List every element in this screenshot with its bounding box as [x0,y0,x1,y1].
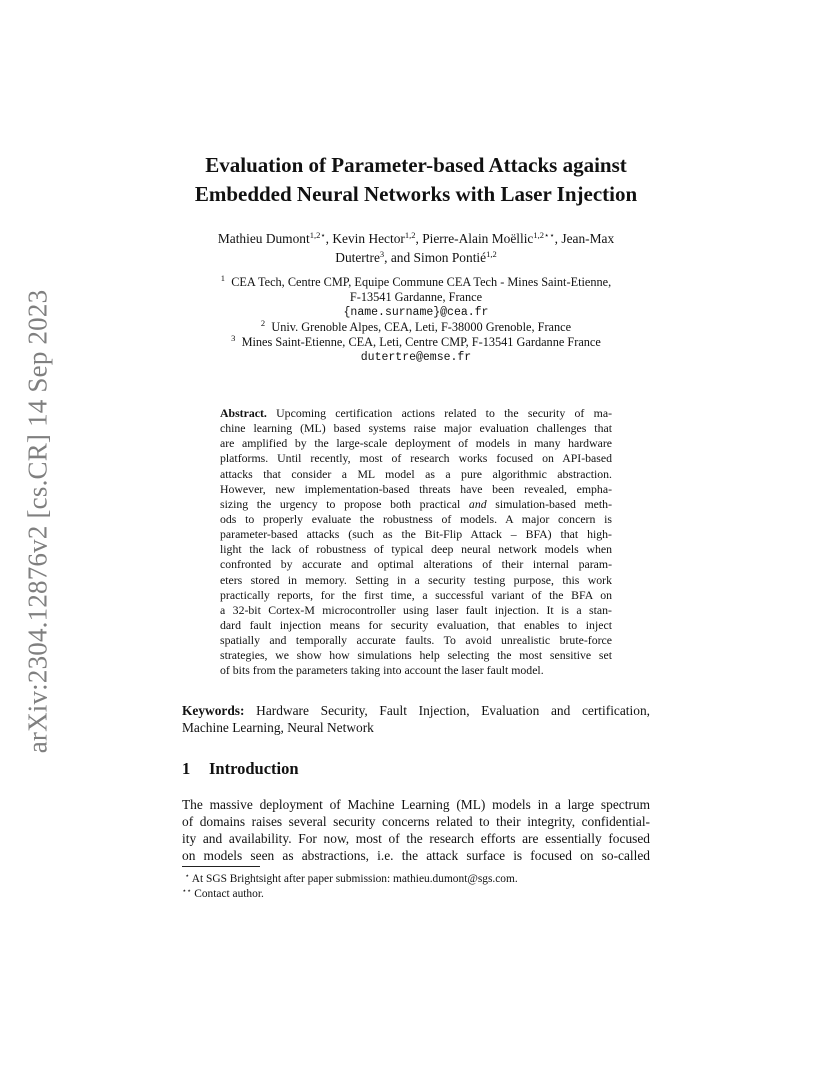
affiliation-text: Mines Saint-Etienne, CEA, Leti, Centre CMP, F-13541 Gardanne France [241,335,601,349]
abstract [220,406,612,679]
affiliation-3 [150,335,682,350]
body-line: of domains raises several security concerns related to their integrity, confidential- [182,814,650,829]
footnote-2 [182,887,518,902]
keywords-label: Keywords: [182,703,245,718]
abstract-text: Upcoming certification actions related to the security of ma- [266,406,612,420]
section-title: Introduction [209,759,299,778]
affiliation-1 [150,275,682,290]
email-emse: dutertre@emse.fr [360,351,472,364]
author-list [170,229,662,267]
introduction-paragraph [182,796,650,864]
title-line-1: Evaluation of Parameter-based Attacks against [205,153,627,177]
abstract-line: dard fault injection means for security evaluation, that enables to inject [220,617,612,632]
abstract-line: eters stored in memory. Setting in a security testing purpose, this work [220,572,612,587]
abstract-line: light the lack of robustness of typical deep neural network models when [220,542,612,557]
keywords [182,702,650,736]
body-line: on models seen as abstractions, i.e. the attack surface is focused on so-called [182,848,650,863]
abstract-text: simulation-based meth- [486,496,613,511]
affiliation-mark: 2 [260,318,266,328]
footnotes [182,872,518,901]
affiliation-text: Univ. Grenoble Alpes, CEA, Leti, F-38000 Grenoble, France [271,320,572,334]
footnote-1 [182,872,518,887]
abstract-line: spatially and temporally accurate faults. To avoid unrealistic brute-force [220,633,612,648]
author-affiliation-mark: 3 [379,249,385,259]
body-line: The massive deployment of Machine Learning (ML) models in a large spectrum [182,797,650,812]
section-number: 1 [182,759,191,778]
abstract-label: Abstract. [220,406,267,420]
affiliation-text: CEA Tech, Centre CMP, Equipe Commune CEA Tech - Mines Saint-Etienne, [231,275,612,289]
author-line-1 [170,229,662,248]
abstract-line: attacks that consider a ML model as a pure algorithmic abstraction. [220,466,612,481]
section-heading [182,759,299,779]
abstract-line: are amplified by the large-scale deployment of models in many hardware [220,436,612,451]
author-line-2 [170,248,662,267]
abstract-emphasis: and [468,496,487,511]
abstract-line: platforms. Until recently, most of research works focused on API-based [220,451,612,466]
footnote-text: Contact author. [191,887,264,900]
keywords-text: Hardware Security, Fault Injection, Evaluation and certification, [244,703,650,718]
abstract-line: a 32-bit Cortex-M microcontroller using laser fault injection. It is a stan- [220,602,612,617]
abstract-line: chine learning (ML) based systems raise major evaluation challenges that [220,421,612,436]
abstract-line: ods to properly evaluate the robustness of models. A major concern is [220,511,612,526]
footnote-mark: ⋆ [184,871,190,880]
abstract-text: sizing the urgency to propose both practical [220,496,469,511]
author-affiliation-mark: 1,2⋆⋆ [533,230,555,240]
affiliations [150,275,682,365]
author-affiliation-mark: 1,2 [404,230,416,240]
email-cea: {name.surname}@cea.fr [343,306,489,319]
abstract-line: practically reports, for the first time, a successful variant of the BFA on [220,587,612,602]
abstract-line: of bits from the parameters taking into account the laser fault model. [220,663,544,678]
footnote-rule [182,866,260,867]
author-affiliation-mark: 1,2⋆ [309,230,326,240]
author-name: Dutertre [335,250,380,265]
keywords-line: Machine Learning, Neural Network [182,720,374,735]
author-name: Mathieu Dumont [217,231,310,246]
abstract-line: parameter-based attacks (such as the Bit-Flip Attack – BFA) that high- [220,527,612,542]
paper-title [150,151,682,209]
arxiv-identifier: arXiv:2304.12876v2 [cs.CR] 14 Sep 2023 [22,289,53,753]
author-name: , Pierre-Alain Moëllic [415,231,534,246]
affiliation-mark: 1 [220,273,226,283]
affiliation-2 [150,320,682,335]
footnote-mark: ⋆⋆ [182,885,192,895]
arxiv-sidebar-stamp [20,286,56,756]
abstract-line: However, new implementation-based threats have been revealed, empha- [220,481,612,496]
author-name: , and Simon Pontié [384,250,487,265]
footnote-text: At SGS Brightsight after paper submission: mathieu.dumont@sgs.com. [189,873,518,885]
author-affiliation-mark: 1,2 [486,249,497,259]
abstract-line [220,497,612,512]
author-name: , Jean-Max [554,231,615,246]
affiliation-1-cont: F-13541 Gardanne, France [349,290,483,304]
abstract-line: strategies, we show how simulations help selecting the most sensitive set [220,648,612,663]
body-line: ity and availability. For now, most of the research efforts are essentially focused [182,831,650,846]
abstract-line: confronted by accurate and optimal alterations of their internal param- [220,557,612,572]
keywords-line [182,702,650,719]
abstract-line [220,406,612,421]
title-line-2: Embedded Neural Networks with Laser Injection [194,182,638,206]
author-name: , Kevin Hector [325,231,405,246]
affiliation-mark: 3 [231,333,236,343]
